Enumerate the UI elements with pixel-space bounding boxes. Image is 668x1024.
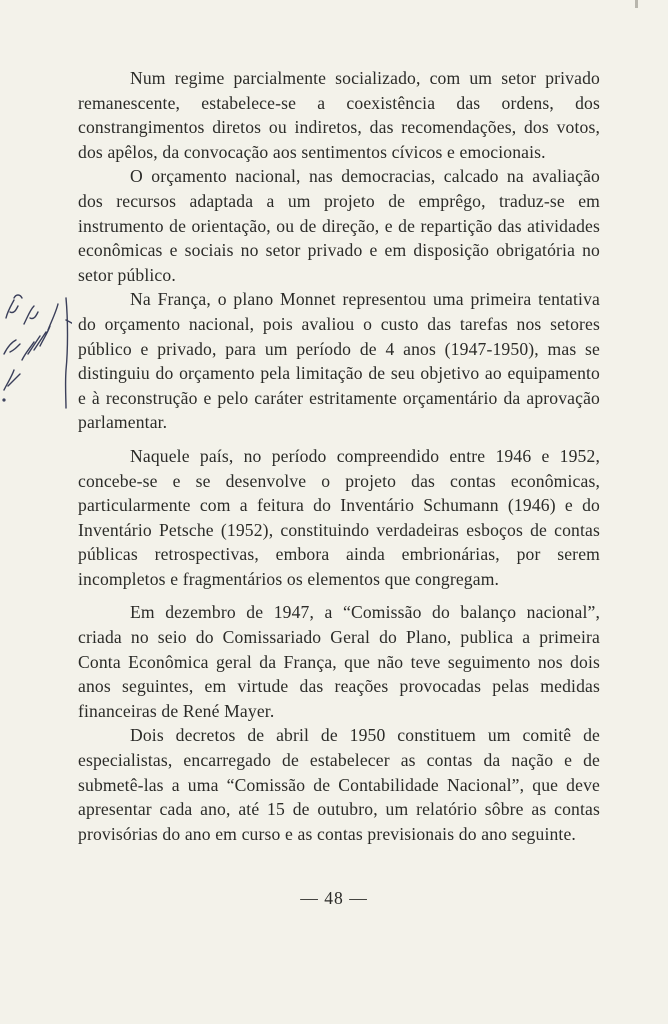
page-edge-mark: [635, 0, 638, 8]
paragraph-5: Em dezembro de 1947, a “Comissão do balanço nacional”, criada no seio do Comissariado Geral do Plano, publica a primeira Conta Econômica geral da França, que não teve seguimento nos dois anos seguintes, em virtude das reações provocadas pelas medidas financeiras de René Mayer.: [78, 602, 600, 721]
paragraph-3: Na França, o plano Monnet representou uma primeira tentativa do orçamento nacional, pois avaliou o custo das tarefas nos setores público e privado, para um período de 4 anos (1947-1950), mas se distinguiu do orçamento pela limitação de seu objetivo ao equipamento e à reconstrução e pelo caráter estritamente orçamentário da aprovação parlamentar.: [78, 289, 600, 433]
paragraph-1: Num regime parcialmente socializado, com um setor privado remanescente, estabelece-se a coexistência das ordens, dos constrangimentos diretos ou indiretos, das recomendações, dos votos, dos apêlos, da convocação aos sentimentos cívicos e emocionais.: [78, 68, 600, 162]
page-number: — 48 —: [300, 888, 368, 908]
paragraph-2: O orçamento nacional, nas democracias, calcado na avaliação dos recursos adaptada a um projeto de emprêgo, traduz-se em instrumento de orientação, ou de direção, e de repartição das atividades econômicas e sociais no setor privado e em disposição obrigatória no setor público.: [78, 166, 600, 285]
handwritten-margin-annotation: [0, 290, 72, 430]
paragraph-4: Naquele país, no período compreendido entre 1946 e 1952, concebe-se e se desenvolve o projeto das contas econômicas, particularmente com a feitura do Inventário Schumann (1946) e do Inventário Petsche (1952), constituindo verdadeiras esboços de contas públicas retrospectivas, embora ainda embrionárias, por serem incompletos e fragmentários os elementos que congregam.: [78, 445, 600, 589]
paragraph-6: Dois decretos de abril de 1950 constituem um comitê de especialistas, encarregado de estabelecer as contas da nação e de submetê-las a uma “Comissão de Contabilidade Nacional”, que deve apresentar cada ano, até 15 de outubro, um relatório sôbre as contas provisórias do ano em curso e as contas previsionais do ano seguinte.: [78, 725, 600, 844]
body-text: [78, 66, 600, 846]
